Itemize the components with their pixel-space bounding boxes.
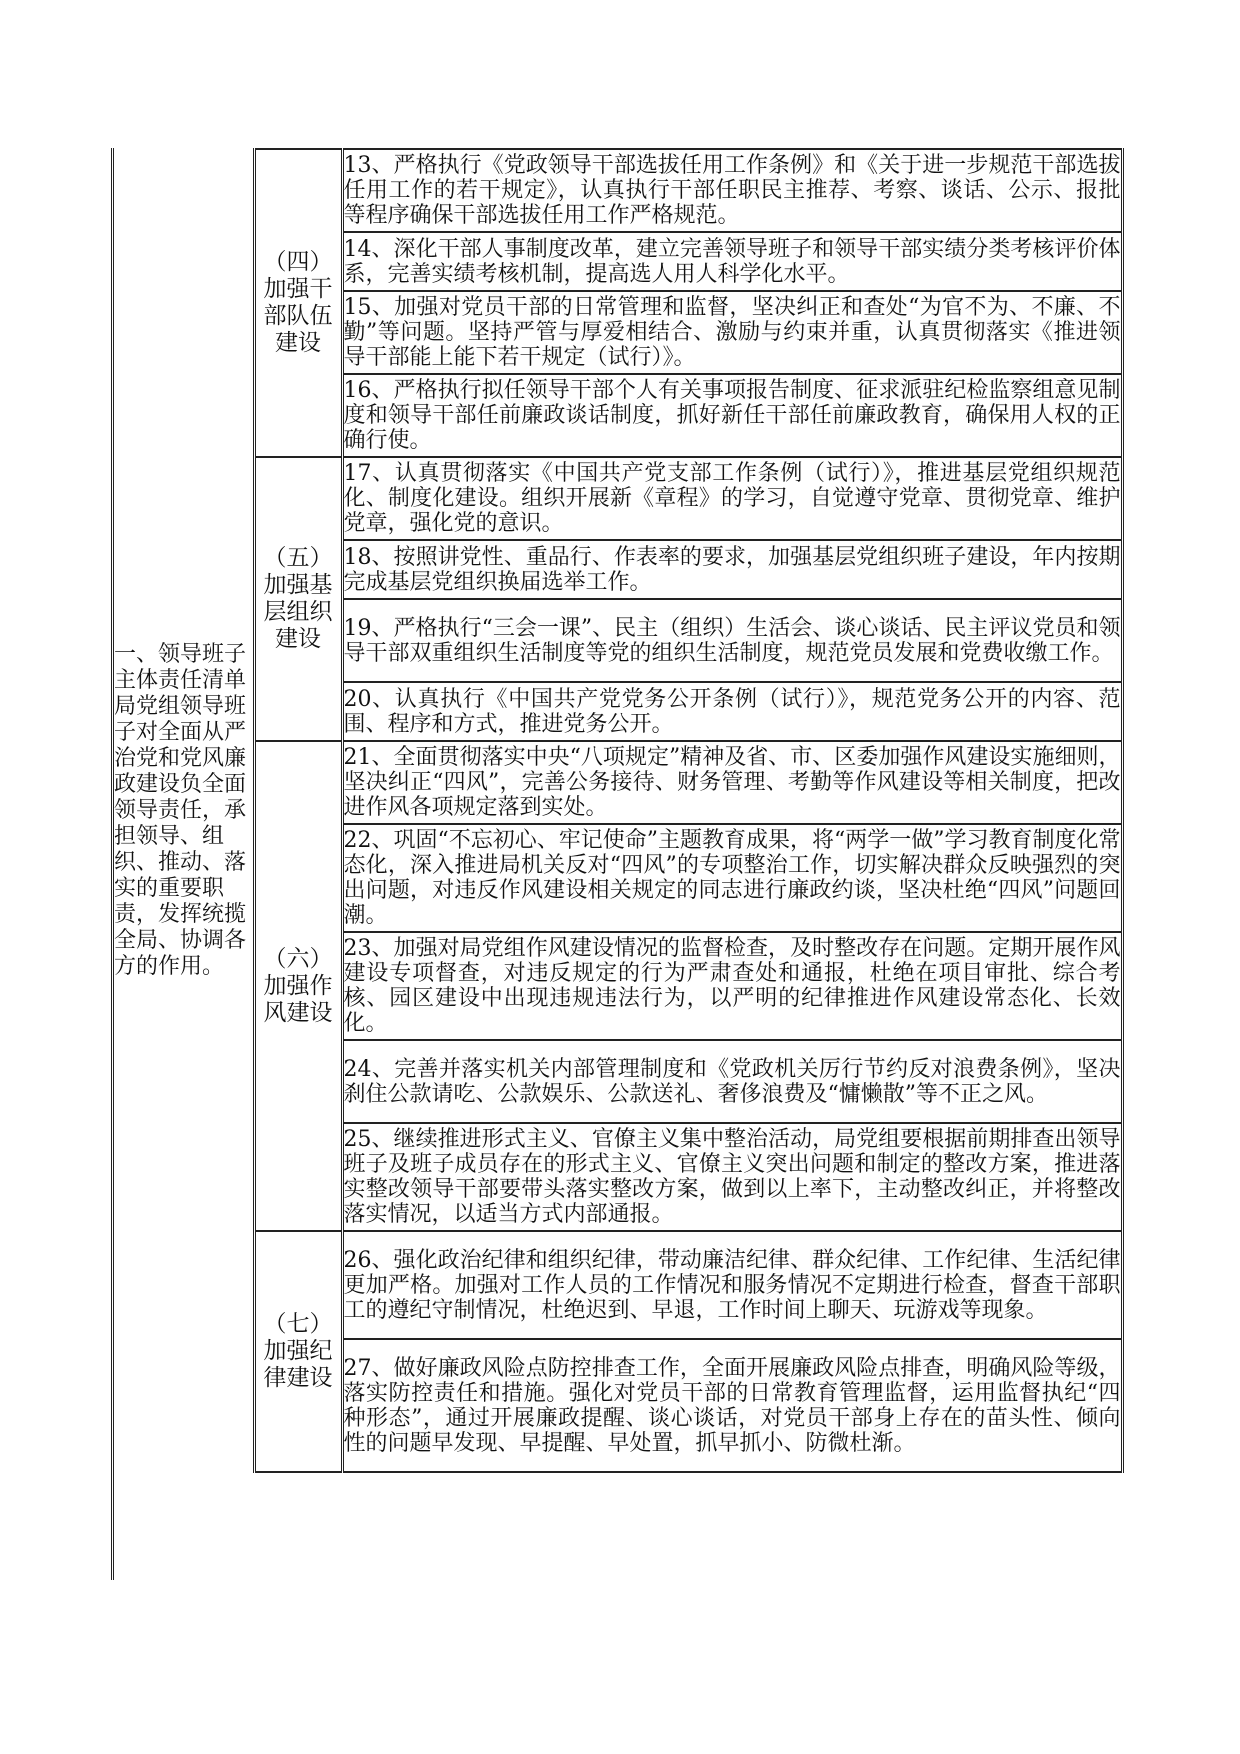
item-cell-25: 25、继续推进形式主义、官僚主义集中整治活动，局党组要根据前期排查出领导班子及班子成员存在的形式主义、官僚主义突出问题和制定的整改方案，推进落实整改领导干部要带头落实整改方案，做到以上率下，主动整改纠正，并将整改落实情况，以适当方式内部通报。 [342, 1123, 1122, 1231]
item-cell-27: 27、做好廉政风险点防控排查工作，全面开展廉政风险点排查，明确风险等级，落实防控责任和措施。强化对党员干部的日常教育管理监督，运用监督执纪“四种形态”，通过开展廉政提醒、谈心谈话，对党员干部身上存在的苗头性、倾向性的问题早发现、早提醒、早处置，抓早抓小、防微杜渐。 [342, 1339, 1122, 1472]
item-cell-19: 19、严格执行“三会一课”、民主（组织）生活会、谈心谈话、民主评议党员和领导干部双重组织生活制度等党的组织生活制度，规范党员发展和党费收缴工作。 [342, 599, 1122, 682]
item-cell-20: 20、认真执行《中国共产党党务公开条例（试行）》，规范党务公开的内容、范围、程序和方式，推进党务公开。 [342, 682, 1122, 741]
category-label: 加强基层组织建设 [263, 572, 333, 652]
item-cell-21: 21、全面贯彻落实中央“八项规定”精神及省、市、区委加强作风建设实施细则，坚决纠正“四风”，完善公务接待、财务管理、考勤等作风建设等相关制度，把改进作风各项规定落到实处。 [342, 741, 1122, 824]
item-cell-16: 16、严格执行拟任领导干部个人有关事项报告制度、征求派驻纪检监察组意见制度和领导干部任前廉政谈话制度，抓好新任干部任前廉政教育，确保用人权的正确行使。 [342, 374, 1122, 457]
item-cell-26: 26、强化政治纪律和组织纪律，带动廉洁纪律、群众纪律、工作纪律、生活纪律更加严格。加强对工作人员的工作情况和服务情况不定期进行检查，督查干部职工的遵纪守制情况，杜绝迟到、早退，工作时间上聊天、玩游戏等现象。 [342, 1231, 1122, 1339]
item-cell-23: 23、加强对局党组作风建设情况的监督检查，及时整改存在问题。定期开展作风建设专项督查，对违反规定的行为严肃查处和通报，杜绝在项目审批、综合考核、园区建设中出现违规违法行为，以严明的纪律推进作风建设常态化、长效化。 [342, 932, 1122, 1040]
table-row [114, 741, 1122, 824]
category-number: （四） [263, 249, 333, 275]
item-cell-17: 17、认真贯彻落实《中国共产党支部工作条例（试行）》，推进基层党组织规范化、制度化建设。组织开展新《章程》的学习，自觉遵守党章、贯彻党章、维护党章，强化党的意识。 [342, 457, 1122, 540]
table-row [114, 1231, 1122, 1339]
main-category-title: 一、领导班子主体责任清单 [114, 641, 247, 693]
category-number: （五） [263, 545, 333, 571]
category-label: 加强作风建设 [263, 972, 333, 1026]
category-cell-discipline [254, 1231, 342, 1472]
item-cell-13: 13、严格执行《党政领导干部选拔任用工作条例》和《关于进一步规范干部选拔任用工作的若干规定》，认真执行干部任职民主推荐、考察、谈话、公示、报批等程序确保干部选拔任用工作严格规范。 [342, 149, 1122, 232]
item-cell-14: 14、深化干部人事制度改革，建立完善领导班子和领导干部实绩分类考核评价体系，完善实绩考核机制，提高选人用人科学化水平。 [342, 232, 1122, 291]
category-number: （六） [263, 945, 333, 972]
item-cell-24: 24、完善并落实机关内部管理制度和《党政机关厉行节约反对浪费条例》，坚决刹住公款请吃、公款娱乐、公款送礼、奢侈浪费及“慵懒散”等不正之风。 [342, 1040, 1122, 1123]
category-cell-grassroots [254, 457, 342, 741]
item-cell-22: 22、巩固“不忘初心、牢记使命”主题教育成果，将“两学一做”学习教育制度化常态化，深入推进局机关反对“四风”的专项整治工作，切实解决群众反映强烈的突出问题，对违反作风建设相关规定的同志进行廉政约谈，坚决杜绝“四风”问题回潮。 [342, 824, 1122, 932]
table-row [114, 457, 1122, 540]
category-label: 加强纪律建设 [263, 1338, 333, 1391]
category-number: （七） [263, 1311, 333, 1337]
responsibility-table [114, 148, 1124, 1473]
item-cell-15: 15、加强对党员干部的日常管理和监督，坚决纠正和查处“为官不为、不廉、不勤”等问题。坚持严管与厚爱相结合、激励与约束并重，认真贯彻落实《推进领导干部能上能下若干规定（试行）》。 [342, 291, 1122, 374]
category-cell-conduct [254, 741, 342, 1231]
main-category-cell [114, 149, 254, 1472]
item-cell-18: 18、按照讲党性、重品行、作表率的要求，加强基层党组织班子建设，年内按期完成基层党组织换届选举工作。 [342, 540, 1122, 599]
main-category-description: 局党组领导班子对全面从严治党和党风廉政建设负全面领导责任，承担领导、组织、推动、落实的重要职责，发挥统揽全局、协调各方的作用。 [114, 693, 247, 979]
table-row [114, 149, 1122, 232]
category-cell-cadre [254, 149, 342, 457]
category-label: 加强干部队伍建设 [263, 276, 333, 356]
